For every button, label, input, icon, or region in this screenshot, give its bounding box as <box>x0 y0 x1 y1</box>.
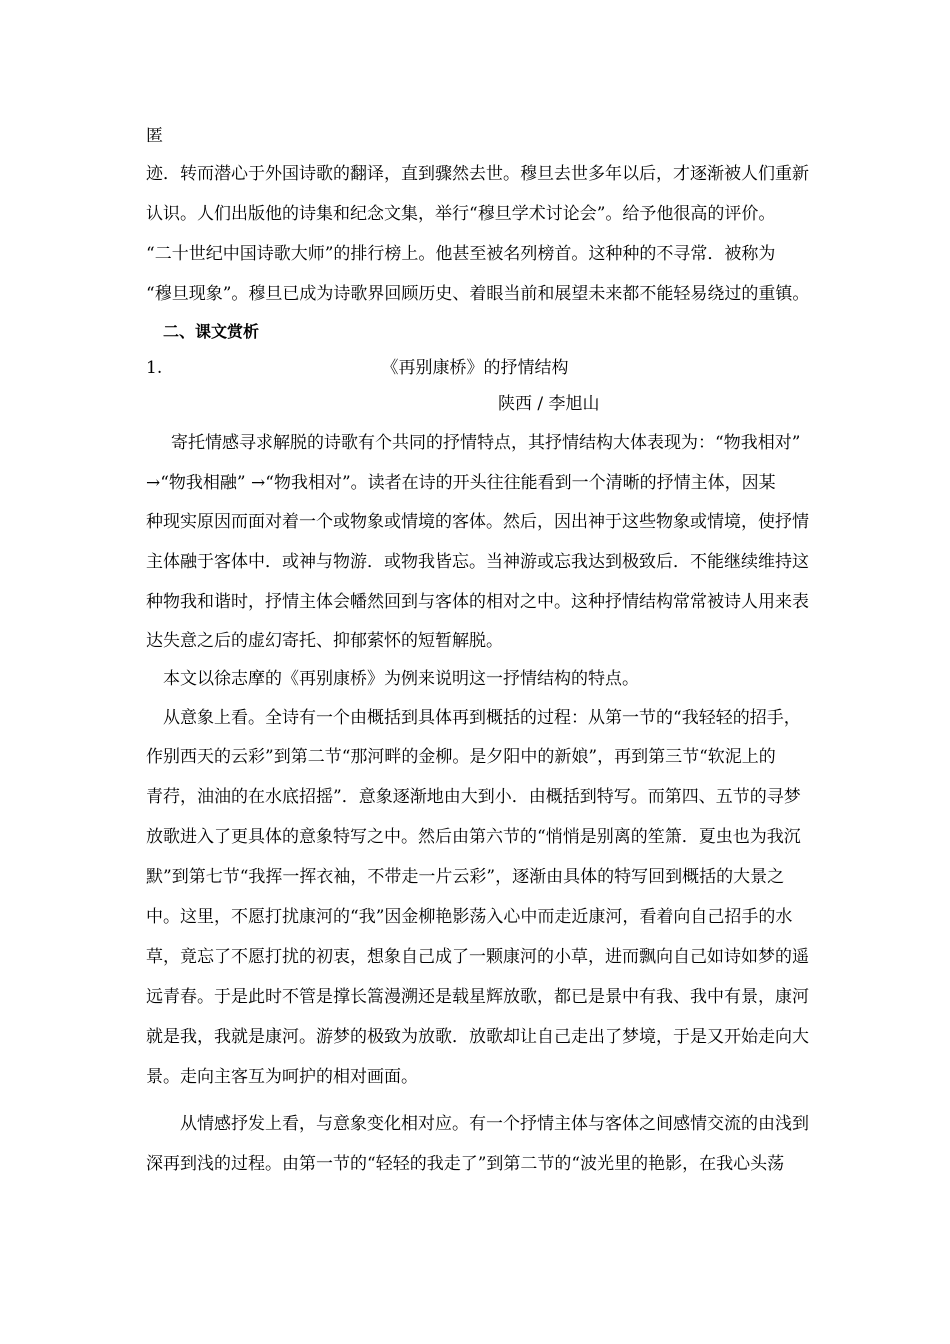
body-line: 草，竟忘了不愿打扰的初衷，想象自己成了一颗康河的小草，进而飘向自己如诗如梦的遥 <box>146 947 809 967</box>
body-line: 达失意之后的虚幻寄托、抑郁萦怀的短暂解脱。 <box>146 631 503 651</box>
article-number: 1. <box>146 358 163 378</box>
intro-line: 认识。人们出版他的诗集和纪念文集，举行“穆旦学术讨论会”。给予他很高的评价。 <box>146 204 776 224</box>
body-line: 深再到浅的过程。由第一节的“轻轻的我走了”到第二节的“波光里的艳影，在我心头荡 <box>146 1154 785 1174</box>
body-line: 种物我和谐时，抒情主体会幡然回到与客体的相对之中。这种抒情结构常常被诗人用来表 <box>146 592 809 612</box>
body-line: 从意象上看。全诗有一个由概括到具体再到概括的过程：从第一节的“我轻轻的招手， <box>163 708 801 728</box>
body-line: 主体融于客体中．或神与物游．或物我皆忘。当神游或忘我达到极致后．不能继续维持这 <box>146 552 809 572</box>
body-line: 青荇，油油的在水底招摇”．意象逐渐地由大到小．由概括到特写。而第四、五节的寻梦 <box>146 787 801 807</box>
body-line: 中。这里，不愿打扰康河的“我”因金柳艳影荡入心中而走近康河，看着向自己招手的水 <box>146 907 793 927</box>
body-line: 景。走向主客互为呵护的相对画面。 <box>146 1067 418 1087</box>
body-line: 寄托情感寻求解脱的诗歌有个共同的抒情特点，其抒情结构大体表现为：“物我相对” <box>171 433 801 453</box>
intro-line: 匿 <box>146 126 163 146</box>
body-line: 本文以徐志摩的《再别康桥》为例来说明这一抒情结构的特点。 <box>163 669 639 689</box>
body-line: 就是我，我就是康河。游梦的极致为放歌．放歌却让自己走出了梦境，于是又开始走向大 <box>146 1027 809 1047</box>
body-line: →“物我相融” →“物我相对”。读者在诗的开头往往能看到一个清晰的抒情主体，因某 <box>146 473 776 493</box>
article-author: 陕西 / 李旭山 <box>498 394 600 414</box>
body-line: 默”到第七节“我挥一挥衣袖，不带走一片云彩”，逐渐由具体的特写回到概括的大景之 <box>146 867 785 887</box>
section-heading: 二、课文赏析 <box>163 322 260 341</box>
intro-line: 迹．转而潜心于外国诗歌的翻译，直到骤然去世。穆旦去世多年以后，才逐渐被人们重新 <box>146 164 809 184</box>
intro-line: “二十世纪中国诗歌大师”的排行榜上。他甚至被名列榜首。这种种的不寻常．被称为 <box>146 244 776 264</box>
body-line: 种现实原因而面对着一个或物象或情境的客体。然后，因出神于这些物象或情境，使抒情 <box>146 512 809 532</box>
article-title: 《再别康桥》的抒情结构 <box>381 358 569 378</box>
body-line: 远青春。于是此时不管是撑长篙漫溯还是载星辉放歌，都已是景中有我、我中有景，康河 <box>146 987 809 1007</box>
body-line: 从情感抒发上看，与意象变化相对应。有一个抒情主体与客体之间感情交流的由浅到 <box>180 1114 809 1134</box>
body-line: 作别西天的云彩”到第二节“那河畔的金柳。是夕阳中的新娘”，再到第三节“软泥上的 <box>146 747 776 767</box>
body-line: 放歌进入了更具体的意象特写之中。然后由第六节的“悄悄是别离的笙箫．夏虫也为我沉 <box>146 827 801 847</box>
intro-line: “穆旦现象”。穆旦已成为诗歌界回顾历史、着眼当前和展望未来都不能轻易绕过的重镇。 <box>146 284 810 304</box>
